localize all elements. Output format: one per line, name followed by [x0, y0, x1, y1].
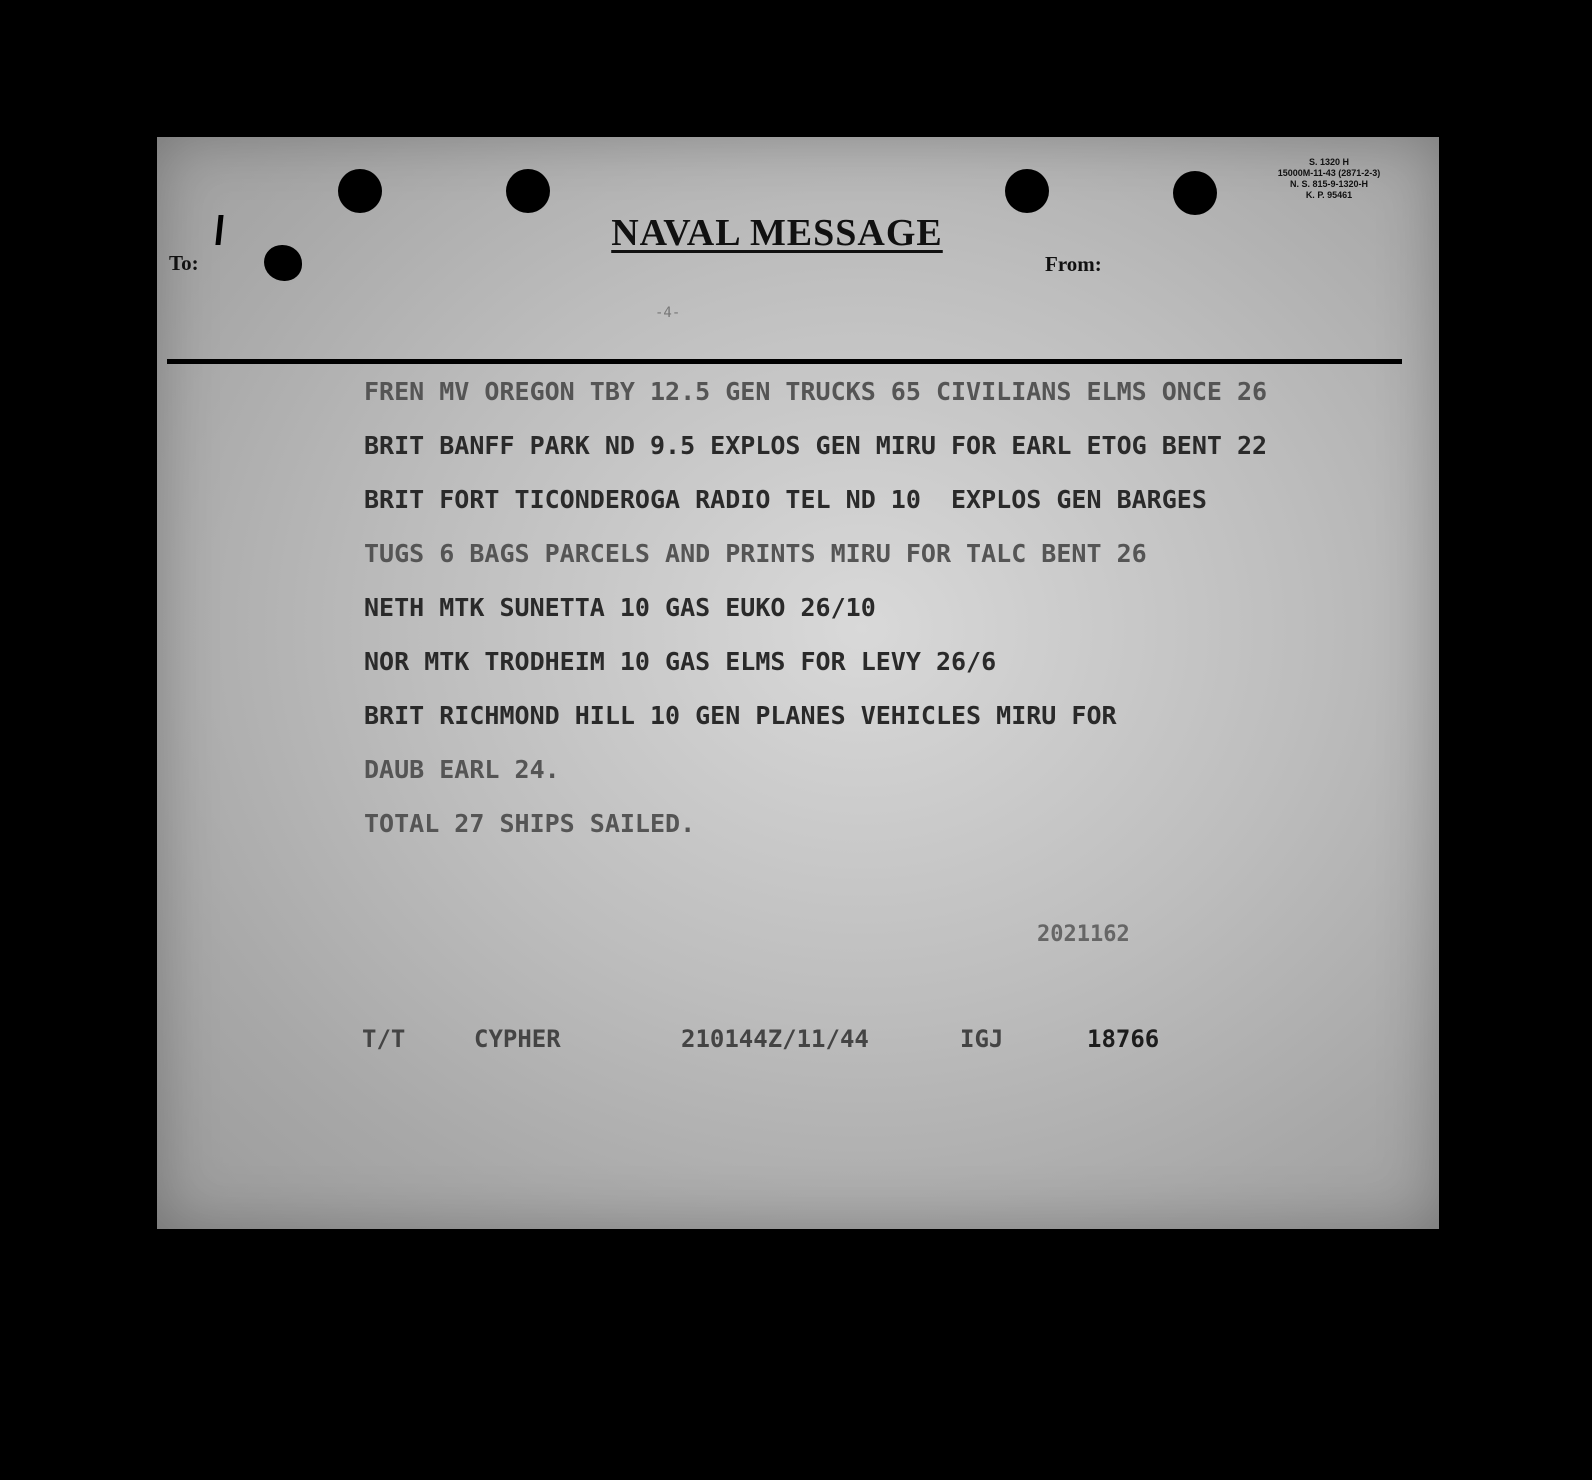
message-line: DAUB EARL 24. [364, 755, 560, 784]
naval-message-form [157, 137, 1439, 1229]
message-line: BRIT FORT TICONDEROGA RADIO TEL ND 10 EXPLOS GEN BARGES [364, 485, 1207, 514]
form-code-line: K. P. 95461 [1305, 190, 1353, 200]
punch-hole [506, 169, 550, 213]
message-line: BRIT BANFF PARK ND 9.5 EXPLOS GEN MIRU FOR EARL ETOG BENT 22 [364, 431, 1268, 460]
message-line: TUGS 6 BAGS PARCELS AND PRINTS MIRU FOR TALC BENT 26 [364, 539, 1147, 568]
form-code-line: S. 1320 H [1308, 157, 1350, 167]
punch-hole [1173, 171, 1217, 215]
date-time-group: 2021162 [1037, 922, 1130, 947]
punch-hole [1005, 169, 1049, 213]
dtg-value: 210144Z/11/44 [681, 1025, 869, 1053]
message-line: NETH MTK SUNETTA 10 GAS EUKO 26/10 [364, 593, 876, 622]
from-label: From: [1045, 252, 1102, 276]
form-code-line: 15000M-11-43 (2871-2-3) [1277, 168, 1381, 178]
message-line: NOR MTK TRODHEIM 10 GAS ELMS FOR LEVY 26/6 [364, 647, 997, 676]
pen-mark [215, 215, 223, 245]
page-number: -4- [655, 305, 681, 321]
message-line: FREN MV OREGON TBY 12.5 GEN TRUCKS 65 CIVILIANS ELMS ONCE 26 [364, 377, 1268, 406]
form-code [1249, 157, 1409, 201]
header-divider [167, 359, 1402, 364]
message-line: TOTAL 27 SHIPS SAILED. [364, 809, 696, 838]
message-body [364, 365, 1267, 851]
transmission-method: T/T [362, 1025, 406, 1053]
form-title: NAVAL MESSAGE [611, 212, 943, 254]
form-code-line: N. S. 815-9-1320-H [1289, 179, 1369, 189]
punch-hole [338, 169, 382, 213]
serial-number: 18766 [1087, 1025, 1160, 1053]
to-label: To: [169, 251, 199, 275]
operator-initials: IGJ [960, 1025, 1004, 1053]
redaction-mark [264, 245, 302, 281]
cypher-label: CYPHER [474, 1025, 561, 1053]
message-line: BRIT RICHMOND HILL 10 GEN PLANES VEHICLES MIRU FOR [364, 701, 1117, 730]
